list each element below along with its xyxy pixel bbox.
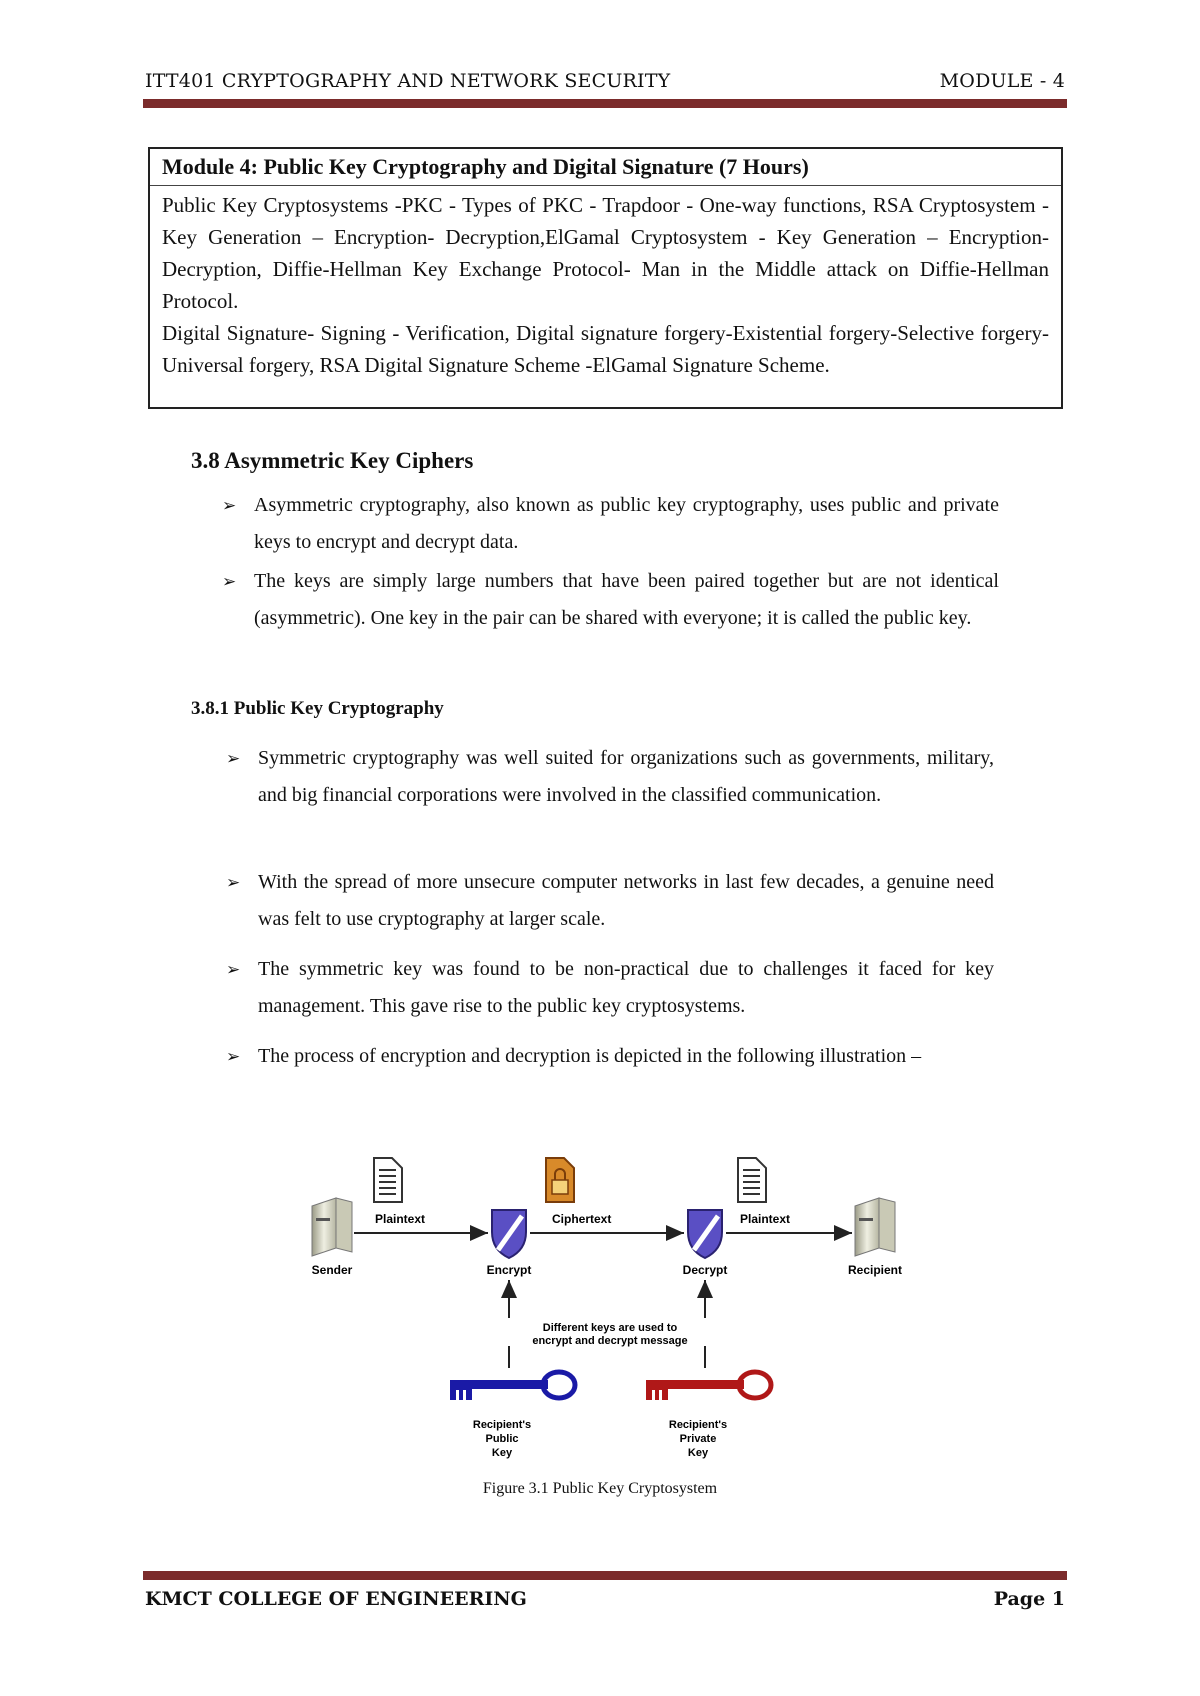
bullet-text: Symmetric cryptography was well suited for organizations such as governments, military, and big financial corporations were involved in the classified communication.	[258, 747, 994, 806]
subsection-bullet-4	[226, 1038, 994, 1075]
recipient-label: Recipient	[847, 1263, 903, 1277]
diagram-note-line-2: encrypt and decrypt message	[532, 1335, 688, 1347]
syllabus-box	[148, 147, 1063, 409]
plaintext-document-icon	[738, 1158, 766, 1202]
module-label: MODULE - 4	[939, 70, 1065, 92]
course-title: ITT401 CRYPTOGRAPHY AND NETWORK SECURITY	[145, 70, 671, 92]
ciphertext-label: Ciphertext	[552, 1212, 612, 1226]
footer-rule	[143, 1571, 1067, 1580]
bullet-text: With the spread of more unsecure computer networks in last few decades, a genuine need was felt to use cryptography at larger scale.	[258, 871, 994, 930]
public-key-label-2: Public	[485, 1433, 519, 1445]
section-heading: 3.8 Asymmetric Key Ciphers	[191, 448, 474, 473]
college-name: KMCT COLLEGE OF ENGINEERING	[145, 1588, 527, 1610]
subsection-bullet-1	[226, 740, 994, 814]
private-key-icon	[646, 1372, 771, 1400]
figure-caption: Figure 3.1 Public Key Cryptosystem	[482, 1480, 718, 1497]
section-bullet-2	[222, 563, 999, 637]
syllabus-paragraph-1: Public Key Cryptosystems -PKC - Types of PKC - Trapdoor - One-way functions, RSA Cryptosystem -Key Generation – Encryption- Decryption,ElGamal Cryptosystem - Key Generation – Encryption-Decryption, Diffie-Hellman Key Exchange Protocol- Man in the Middle attack on Diffie-Hellman Protocol.	[162, 193, 1049, 313]
bullet-arrow-icon: ➢	[226, 1047, 241, 1066]
bullet-arrow-icon: ➢	[226, 749, 241, 768]
public-key-icon	[450, 1372, 575, 1400]
plaintext-label-1: Plaintext	[375, 1212, 426, 1226]
bullet-text: The symmetric key was found to be non-practical due to challenges it faced for key management. This gave rise to the public key cryptosystems.	[258, 958, 994, 1017]
diagram-note-line-1: Different keys are used to	[542, 1322, 678, 1334]
public-key-diagram	[290, 1140, 930, 1470]
bullet-arrow-icon: ➢	[222, 572, 237, 591]
decrypt-shield-icon	[688, 1210, 722, 1258]
encrypt-label: Encrypt	[486, 1263, 532, 1277]
bullet-text: Asymmetric cryptography, also known as public key cryptography, uses public and private keys to encrypt and decrypt data.	[254, 494, 999, 553]
encrypt-shield-icon	[492, 1210, 526, 1258]
subsection-bullet-2	[226, 864, 994, 938]
private-key-label-3: Key	[687, 1447, 709, 1459]
section-bullet-1	[222, 487, 999, 561]
private-key-label-2: Private	[679, 1433, 717, 1445]
page-number: Page 1	[993, 1588, 1065, 1610]
bullet-text: The process of encryption and decryption is depicted in the following illustration –	[258, 1045, 922, 1067]
ciphertext-lock-icon	[546, 1158, 574, 1202]
subsection-bullet-3	[226, 951, 994, 1025]
bullet-arrow-icon: ➢	[226, 960, 241, 979]
page-header	[145, 70, 1065, 94]
bullet-arrow-icon: ➢	[226, 873, 241, 892]
sender-label: Sender	[311, 1263, 353, 1277]
private-key-label-1: Recipient's	[668, 1419, 728, 1431]
public-key-label-3: Key	[491, 1447, 513, 1459]
subsection-heading: 3.8.1 Public Key Cryptography	[191, 698, 444, 719]
bullet-arrow-icon: ➢	[222, 496, 237, 515]
recipient-computer-icon	[855, 1198, 895, 1256]
decrypt-label: Decrypt	[682, 1263, 728, 1277]
bullet-text: The keys are simply large numbers that have been paired together but are not identical (asymmetric). One key in the pair can be shared with everyone; it is called the public key.	[254, 570, 999, 629]
syllabus-body	[150, 186, 1061, 381]
syllabus-paragraph-2: Digital Signature- Signing - Verification, Digital signature forgery-Existential forgery-Selective forgery- Universal forgery, RSA Digital Signature Scheme -ElGamal Signature Scheme.	[162, 321, 1049, 377]
plaintext-document-icon	[374, 1158, 402, 1202]
public-key-label-1: Recipient's	[472, 1419, 532, 1431]
syllabus-title: Module 4: Public Key Cryptography and Digital Signature (7 Hours)	[150, 149, 1061, 186]
plaintext-label-2: Plaintext	[740, 1212, 791, 1226]
header-rule	[143, 99, 1067, 108]
sender-computer-icon	[312, 1198, 352, 1256]
